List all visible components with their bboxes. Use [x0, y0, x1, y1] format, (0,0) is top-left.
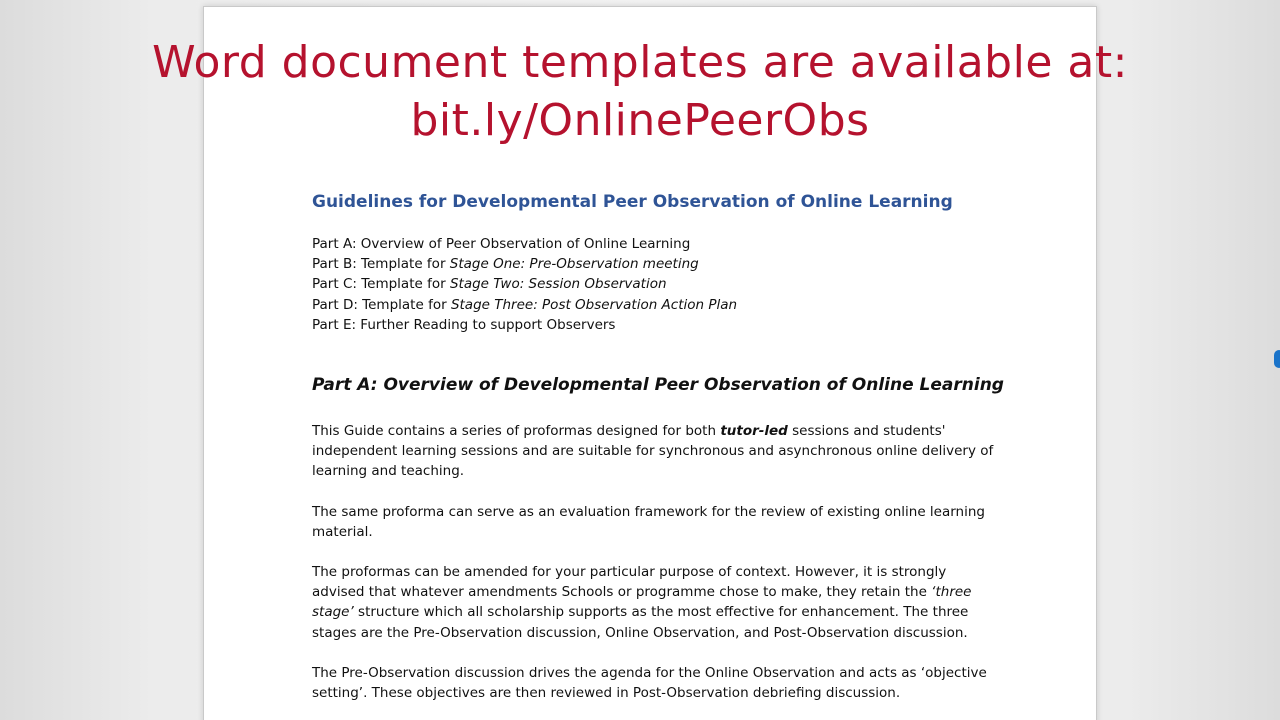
paragraph-pre-observation: The Pre-Observation discussion drives the agenda for the Online Observation and acts as ‘objective setting’. These objectives are then reviewed in Post-Observation debriefing discussion.	[312, 664, 987, 702]
caption-line-1: Word document templates are available at:	[152, 37, 1128, 88]
toc-item-italic: Stage Three: Post Observation Action Plan	[450, 296, 738, 313]
toc-item-part-c	[312, 274, 1002, 294]
paragraph-text: sessions and students' independent learning sessions and are suitable for synchronous and asynchronous online delivery of learning and teaching.	[312, 423, 994, 480]
paragraph-amendments	[312, 562, 1002, 643]
paragraph-text: The proformas can be amended for your particular purpose of context. However, it is strongly advised that whatever amendments Schools or programme chose to make, they retain the	[312, 564, 947, 601]
toc-item-text: Part B: Template for	[312, 256, 450, 273]
toc-item-part-b	[312, 254, 1002, 274]
caption-overlay	[0, 34, 1280, 150]
paragraph-guide-description	[312, 421, 1002, 482]
toc-item-part-e	[312, 315, 1002, 335]
paragraph-emphasis: ‘three stage’	[312, 584, 972, 621]
paragraph-emphasis: tutor-led	[720, 423, 788, 440]
document-body	[312, 190, 1002, 703]
toc-item-text: Part C: Template for	[312, 276, 450, 293]
toc-item-italic: Stage Two: Session Observation	[449, 276, 667, 293]
toc-item-text: Part A: Overview of Peer Observation of Online Learning	[312, 236, 691, 252]
section-heading-part-a: Part A: Overview of Developmental Peer Observation of Online Learning	[312, 375, 1004, 396]
table-of-contents	[312, 234, 1002, 335]
toc-item-italic: Stage One: Pre-Observation meeting	[449, 256, 699, 273]
toc-item-part-a	[312, 234, 1002, 254]
document-title: Guidelines for Developmental Peer Observation of Online Learning	[312, 192, 953, 212]
paragraph-evaluation-framework: The same proforma can serve as an evaluation framework for the review of existing online learning material.	[312, 503, 985, 540]
paragraph-text: This Guide contains a series of proformas designed for both	[312, 423, 721, 440]
toc-item-text: Part E: Further Reading to support Observers	[312, 316, 616, 333]
scroll-dot-icon[interactable]	[1274, 350, 1280, 368]
caption-line-2: bit.ly/OnlinePeerObs	[410, 95, 870, 146]
toc-item-text: Part D: Template for	[312, 296, 451, 313]
paragraph-text: structure which all scholarship supports as the most effective for enhancement. The three stages are the Pre-Observation discussion, Online Observation, and Post-Observation discussion.	[312, 604, 969, 641]
toc-item-part-d	[312, 295, 1002, 315]
